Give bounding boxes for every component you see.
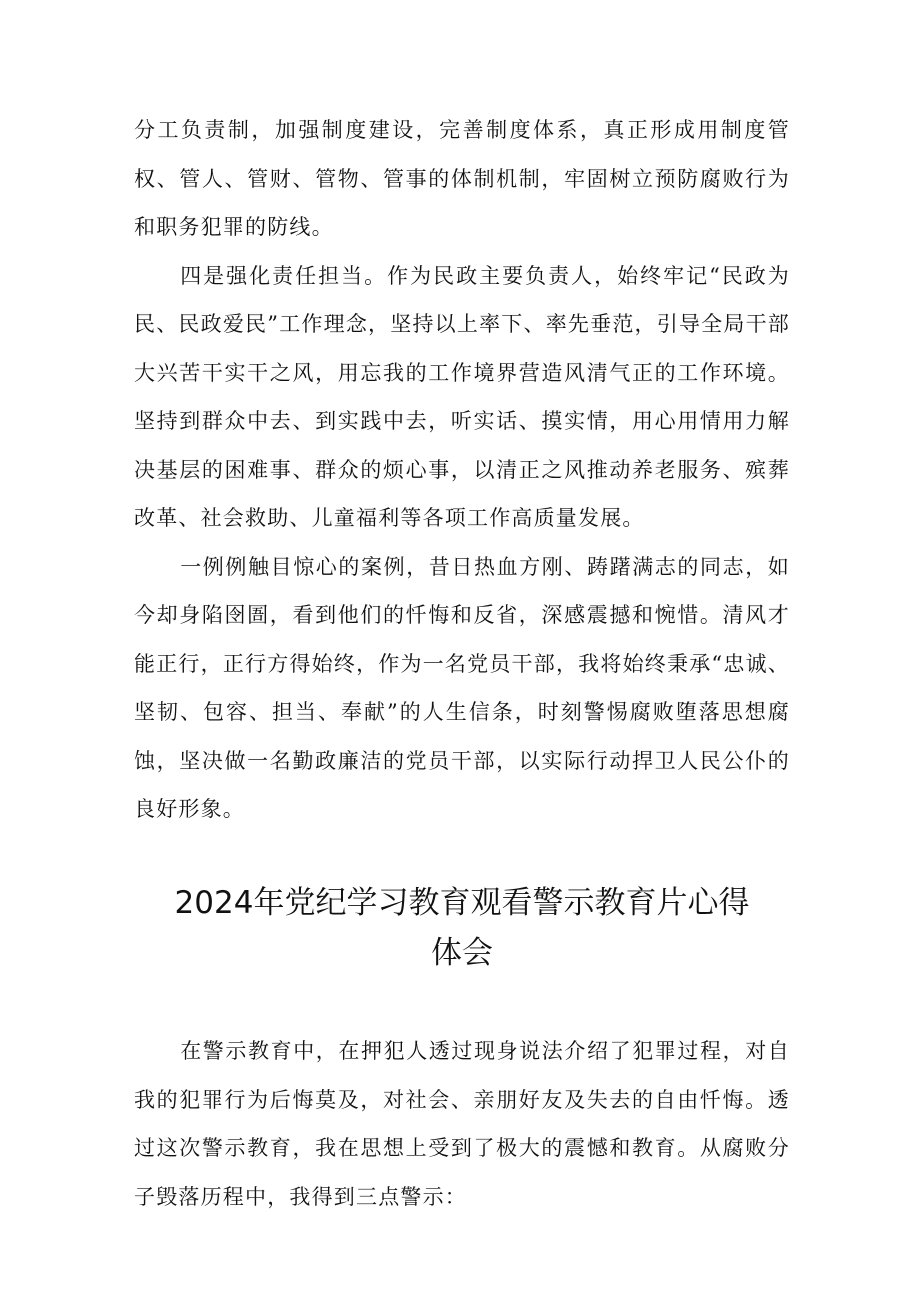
body-text-top bbox=[134, 106, 790, 834]
article-title bbox=[134, 878, 790, 978]
paragraph-conclusion: 一例例触目惊心的案例，昔日热血方刚、踌躇满志的同志，如今却身陷囹圄，看到他们的忏悔和反省，深感震撼和惋惜。清风才能正行，正行方得始终，作为一名党员干部，我将始终秉承“忠诚、坚韧、包容、担当、奉献”的人生信条，时刻警惕腐败堕落思想腐蚀，坚决做一名勤政廉洁的党员干部，以实际行动捍卫人民公仆的良好形象。 bbox=[134, 554, 790, 821]
paragraph-responsibility: 四是强化责任担当。作为民政主要负责人，始终牢记“民政为民、民政爱民”工作理念，坚持以上率下、率先垂范，引导全局干部大兴苦干实干之风，用忘我的工作境界营造风清气正的工作环境。坚持到群众中去、到实践中去，听实话、摸实情，用心用情用力解决基层的困难事、群众的烦心事，以清正之风推动养老服务、殡葬改革、社会救助、儿童福利等各项工作高质量发展。 bbox=[134, 263, 790, 530]
title-line-1: 2024年党纪学习教育观看警示教育片心得 bbox=[174, 885, 750, 921]
title-line-2: 体会 bbox=[431, 935, 493, 971]
body-text-bottom bbox=[134, 1027, 790, 1221]
paragraph-intro: 在警示教育中，在押犯人透过现身说法介绍了犯罪过程，对自我的犯罪行为后悔莫及，对社会、亲朋好友及失去的自由忏悔。透过这次警示教育，我在思想上受到了极大的震憾和教育。从腐败分子毁落历程中，我得到三点警示： bbox=[134, 1039, 790, 1209]
paragraph-continuation: 分工负责制，加强制度建设，完善制度体系，真正形成用制度管权、管人、管财、管物、管事的体制机制，牢固树立预防腐败行为和职务犯罪的防线。 bbox=[134, 118, 790, 239]
